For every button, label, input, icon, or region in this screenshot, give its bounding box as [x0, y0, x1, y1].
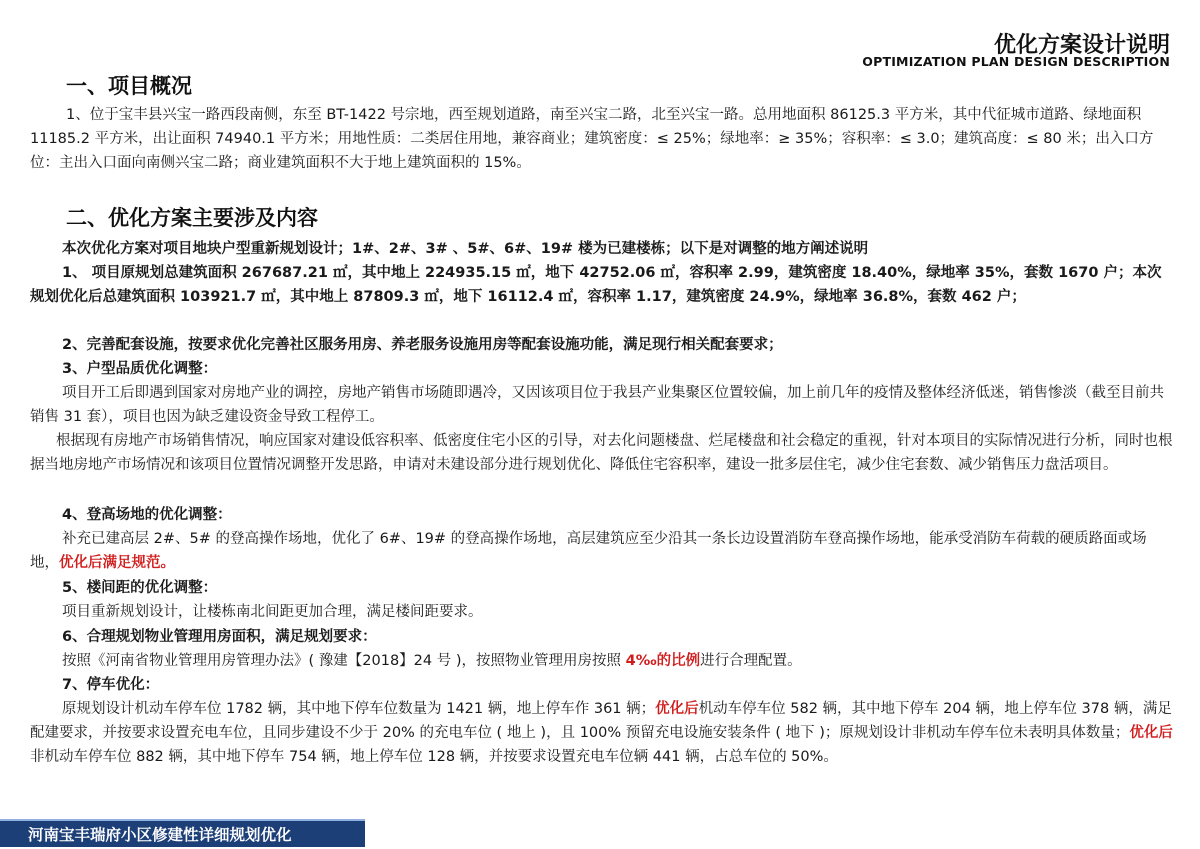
footer-banner — [0, 819, 365, 847]
item-3-paragraph-2: 根据现有房地产市场销售情况，响应国家对建设低容积率、低密度住宅小区的引导，对去化问题楼盘、烂尾楼盘和社会稳定的重视，针对本项目的实际情况进行分析，同时也根据当地房地产市场情况和该项目位置情况调整开发思路，申请对未建设部分进行规划优化、降低住宅容积率，建设一批多层住宅，减少住宅套数、减少销售压力盘活项目。 — [30, 433, 1173, 473]
item-4-text: 补充已建高层 2#、5# 的登高操作场地，优化了 6#、19# 的登高操作场地，高层建筑应至少沿其一条长边设置消防车登高操作场地，能承受消防车荷载的硬质路面或场地， — [30, 531, 1147, 571]
item-3-title: 3、户型品质优化调整： — [62, 361, 218, 377]
item-4-title: 4、登高场地的优化调整： — [62, 507, 232, 523]
item-7-title: 7、停车优化： — [62, 677, 160, 693]
section-heading-overview: 一、项目概况 — [66, 74, 192, 98]
item-2-paragraph: 2、完善配套设施，按要求优化完善社区服务用房、养老服务设施用房等配套设施功能，满足现行相关配套要求； — [62, 337, 783, 353]
item-5-paragraph: 项目重新规划设计，让楼栋南北间距更加合理，满足楼间距要求。 — [62, 604, 483, 620]
item-6-paragraph — [30, 649, 1175, 673]
item-6-highlight: 4‰的比例 — [625, 653, 701, 669]
content-intro: 本次优化方案对项目地块户型重新规划设计；1#、2#、3# 、5#、6#、19# 楼为已建楼栋；以下是对调整的地方阐述说明 — [62, 241, 869, 257]
item-6-text-pre: 按照《河南省物业管理用房管理办法》( 豫建【2018】24 号 )，按照物业管理用房按照 — [62, 653, 626, 669]
item-6-title: 6、合理规划物业管理用房面积，满足规划要求： — [62, 629, 377, 645]
overview-paragraph: 1、位于宝丰县兴宝一路西段南侧，东至 BT-1422 号宗地，西至规划道路，南至兴宝二路，北至兴宝一路。总用地面积 86125.3 平方米，其中代征城市道路、绿地面积 11185.2 平方米，出让面积 74940.1 平方米；用地性质：二类居住用地，兼容商业；建筑密度：≤ 25%；绿地率：≥ 35%；容积率：≤ 3.0；建筑高度：≤ 80 米；出入口方位：主出入口面向南侧兴宝二路；商业建筑面积不大于地上建筑面积的 15%。 — [30, 107, 1154, 171]
item-7-text-b: 机动车停车位 582 辆，其中地下停车 204 辆，地上停车位 378 辆，满足配建要求，并按要求设置充电车位，且同步建设不少于 20% 的充电车位 ( 地上 )，且 100% 预留充电设施安装条件 ( 地下 )；原规划设计非机动车停车位未表明具体数量； — [30, 701, 1172, 741]
item-7-paragraph — [30, 697, 1175, 769]
item-5-title: 5、楼间距的优化调整： — [62, 580, 218, 596]
section-heading-content: 二、优化方案主要涉及内容 — [66, 206, 318, 230]
footer-label: 河南宝丰瑞府小区修建性详细规划优化 — [28, 826, 292, 844]
item-1-paragraph: 1、 项目原规划总建筑面积 267687.21 ㎡，其中地上 224935.15 ㎡，地下 42752.06 ㎡，容积率 2.99，建筑密度 18.40%，绿地率 35%，套数 1670 户；本次规划优化后总建筑面积 103921.7 ㎡，其中地上 87809.3 ㎡，地下 16112.4 ㎡，容积率 1.17，建筑密度 24.9%，绿地率 36.8%，套数 462 户； — [30, 265, 1162, 305]
page-title: 优化方案设计说明 — [993, 33, 1170, 58]
item-7-text-c: 非机动车停车位 882 辆，其中地下停车 754 辆，地上停车位 128 辆，并按要求设置充电车位辆 441 辆，占总车位的 50%。 — [30, 749, 838, 765]
item-3-paragraph-1: 项目开工后即遇到国家对房地产业的调控，房地产销售市场随即遇冷，又因该项目位于我县产业集聚区位置较偏，加上前几年的疫情及整体经济低迷，销售惨淡（截至目前共销售 31 套），项目也因为缺乏建设资金导致工程停工。 — [30, 385, 1164, 425]
item-4-paragraph — [30, 527, 1175, 575]
item-7-highlight-2: 优化后 — [1129, 725, 1173, 741]
page-subtitle: OPTIMIZATION PLAN DESIGN DESCRIPTION — [862, 54, 1170, 69]
item-6-text-post: 进行合理配置。 — [700, 653, 802, 669]
item-7-text-a: 原规划设计机动车停车位 1782 辆，其中地下停车位数量为 1421 辆，地上停车作 361 辆； — [62, 701, 656, 717]
item-7-highlight-1: 优化后 — [655, 701, 699, 717]
item-4-highlight: 优化后满足规范。 — [59, 555, 175, 571]
